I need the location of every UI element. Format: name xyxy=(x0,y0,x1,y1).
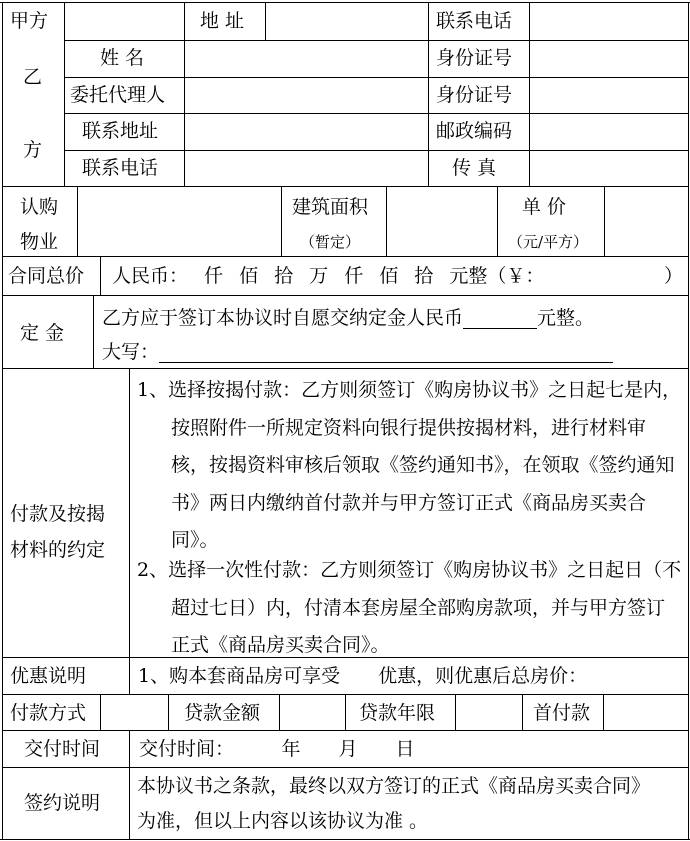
total-text: 人民币： 仟 佰 拾 万 仟 佰 拾 元整（￥： xyxy=(112,265,545,287)
contact-phone-field[interactable] xyxy=(186,152,427,185)
postcode-field[interactable] xyxy=(531,115,687,149)
area-field[interactable] xyxy=(388,188,496,255)
payment-terms-label-top: 付款及按揭 xyxy=(10,503,106,525)
agent-label: 委托代理人 xyxy=(70,84,166,106)
party-a-address-field[interactable] xyxy=(267,4,427,39)
address-label: 地 址 xyxy=(200,10,245,32)
deposit-line-1 xyxy=(102,309,594,329)
party-a-phone-field[interactable] xyxy=(531,4,687,39)
agent-id-field[interactable] xyxy=(531,79,687,112)
deposit-capital-field[interactable] xyxy=(159,343,613,363)
contact-phone-label: 联系电话 xyxy=(82,157,159,179)
party-a-label: 甲方 xyxy=(10,10,49,32)
deposit-label: 定 金 xyxy=(20,322,65,344)
id-label-1: 身份证号 xyxy=(436,47,513,69)
party-b-label-bottom: 方 xyxy=(23,139,43,161)
discount-label: 优惠说明 xyxy=(10,665,87,687)
contact-address-field[interactable] xyxy=(186,115,427,149)
signing-label: 签约说明 xyxy=(24,792,101,814)
party-a-name-field[interactable] xyxy=(66,4,183,39)
payment-method-label: 付款方式 xyxy=(10,702,87,724)
payment-terms-item-2: 2、选择一次性付款：乙方则须签订《购房协议书》之日起日（不超过七日）内，付清本套房屋全部购房款项，并与甲方签订正式《商品房买卖合同》。 xyxy=(137,559,682,656)
area-label: 建筑面积 xyxy=(292,196,369,218)
loan-amount-label: 贷款金额 xyxy=(184,702,261,724)
delivery-text: 交付时间： 年 月 日 xyxy=(139,738,415,760)
phone-label: 联系电话 xyxy=(436,10,513,32)
payment-method-field[interactable] xyxy=(102,696,167,729)
fax-label: 传 真 xyxy=(452,157,497,179)
fax-field[interactable] xyxy=(531,152,687,185)
postcode-label: 邮政编码 xyxy=(436,120,513,142)
id-label-2: 身份证号 xyxy=(436,84,513,106)
agent-name-field[interactable] xyxy=(186,79,427,112)
signing-line-1: 本协议书之条款，最终以双方签订的正式《商品房买卖合同》 xyxy=(137,775,651,797)
deposit-line-2 xyxy=(102,343,613,363)
loan-amount-field[interactable] xyxy=(281,696,344,729)
property-label-bottom: 物业 xyxy=(20,231,59,253)
property-field[interactable] xyxy=(79,188,280,255)
payment-terms-label-bottom: 材料的约定 xyxy=(10,539,106,561)
price-label: 单 价 xyxy=(522,196,567,218)
party-b-name-field[interactable] xyxy=(186,42,427,76)
total-close: ） xyxy=(664,265,684,287)
name-label: 姓 名 xyxy=(100,47,145,69)
delivery-label: 交付时间 xyxy=(24,738,101,760)
signing-line-2: 为准，但以上内容以该协议为准 。 xyxy=(137,810,429,832)
party-b-id-field[interactable] xyxy=(531,42,687,76)
discount-text: 1、购本套商品房可享受 优惠，则优惠后总房价： xyxy=(138,665,588,687)
down-payment-field[interactable] xyxy=(605,696,687,729)
loan-years-label: 贷款年限 xyxy=(359,702,436,724)
total-label: 合同总价 xyxy=(8,265,85,287)
party-b-label-top: 乙 xyxy=(23,66,43,88)
deposit-text-b: 元整。 xyxy=(537,307,595,329)
price-note: （元/平方） xyxy=(508,233,589,251)
deposit-amount-field[interactable] xyxy=(463,309,537,329)
down-payment-label: 首付款 xyxy=(533,702,591,724)
price-field[interactable] xyxy=(606,188,687,255)
area-note: （暂定） xyxy=(300,233,361,251)
property-label-top: 认购 xyxy=(20,196,59,218)
contact-address-label: 联系地址 xyxy=(82,120,159,142)
deposit-capital-label: 大写： xyxy=(102,341,160,363)
deposit-text-a: 乙方应于签订本协议时自愿交纳定金人民币 xyxy=(102,307,464,329)
payment-terms-item-1: 1、选择按揭付款：乙方则须签订《购房协议书》之日起七是内，按照附件一所规定资料向银行提供按揭材料，进行材料审核，按揭资料审核后领取《签约通知书》，在领取《签约通知书》两日内缴纳首付款并与甲方签订正式《商品房买卖合同》。 xyxy=(137,379,682,551)
loan-years-field[interactable] xyxy=(457,696,521,729)
